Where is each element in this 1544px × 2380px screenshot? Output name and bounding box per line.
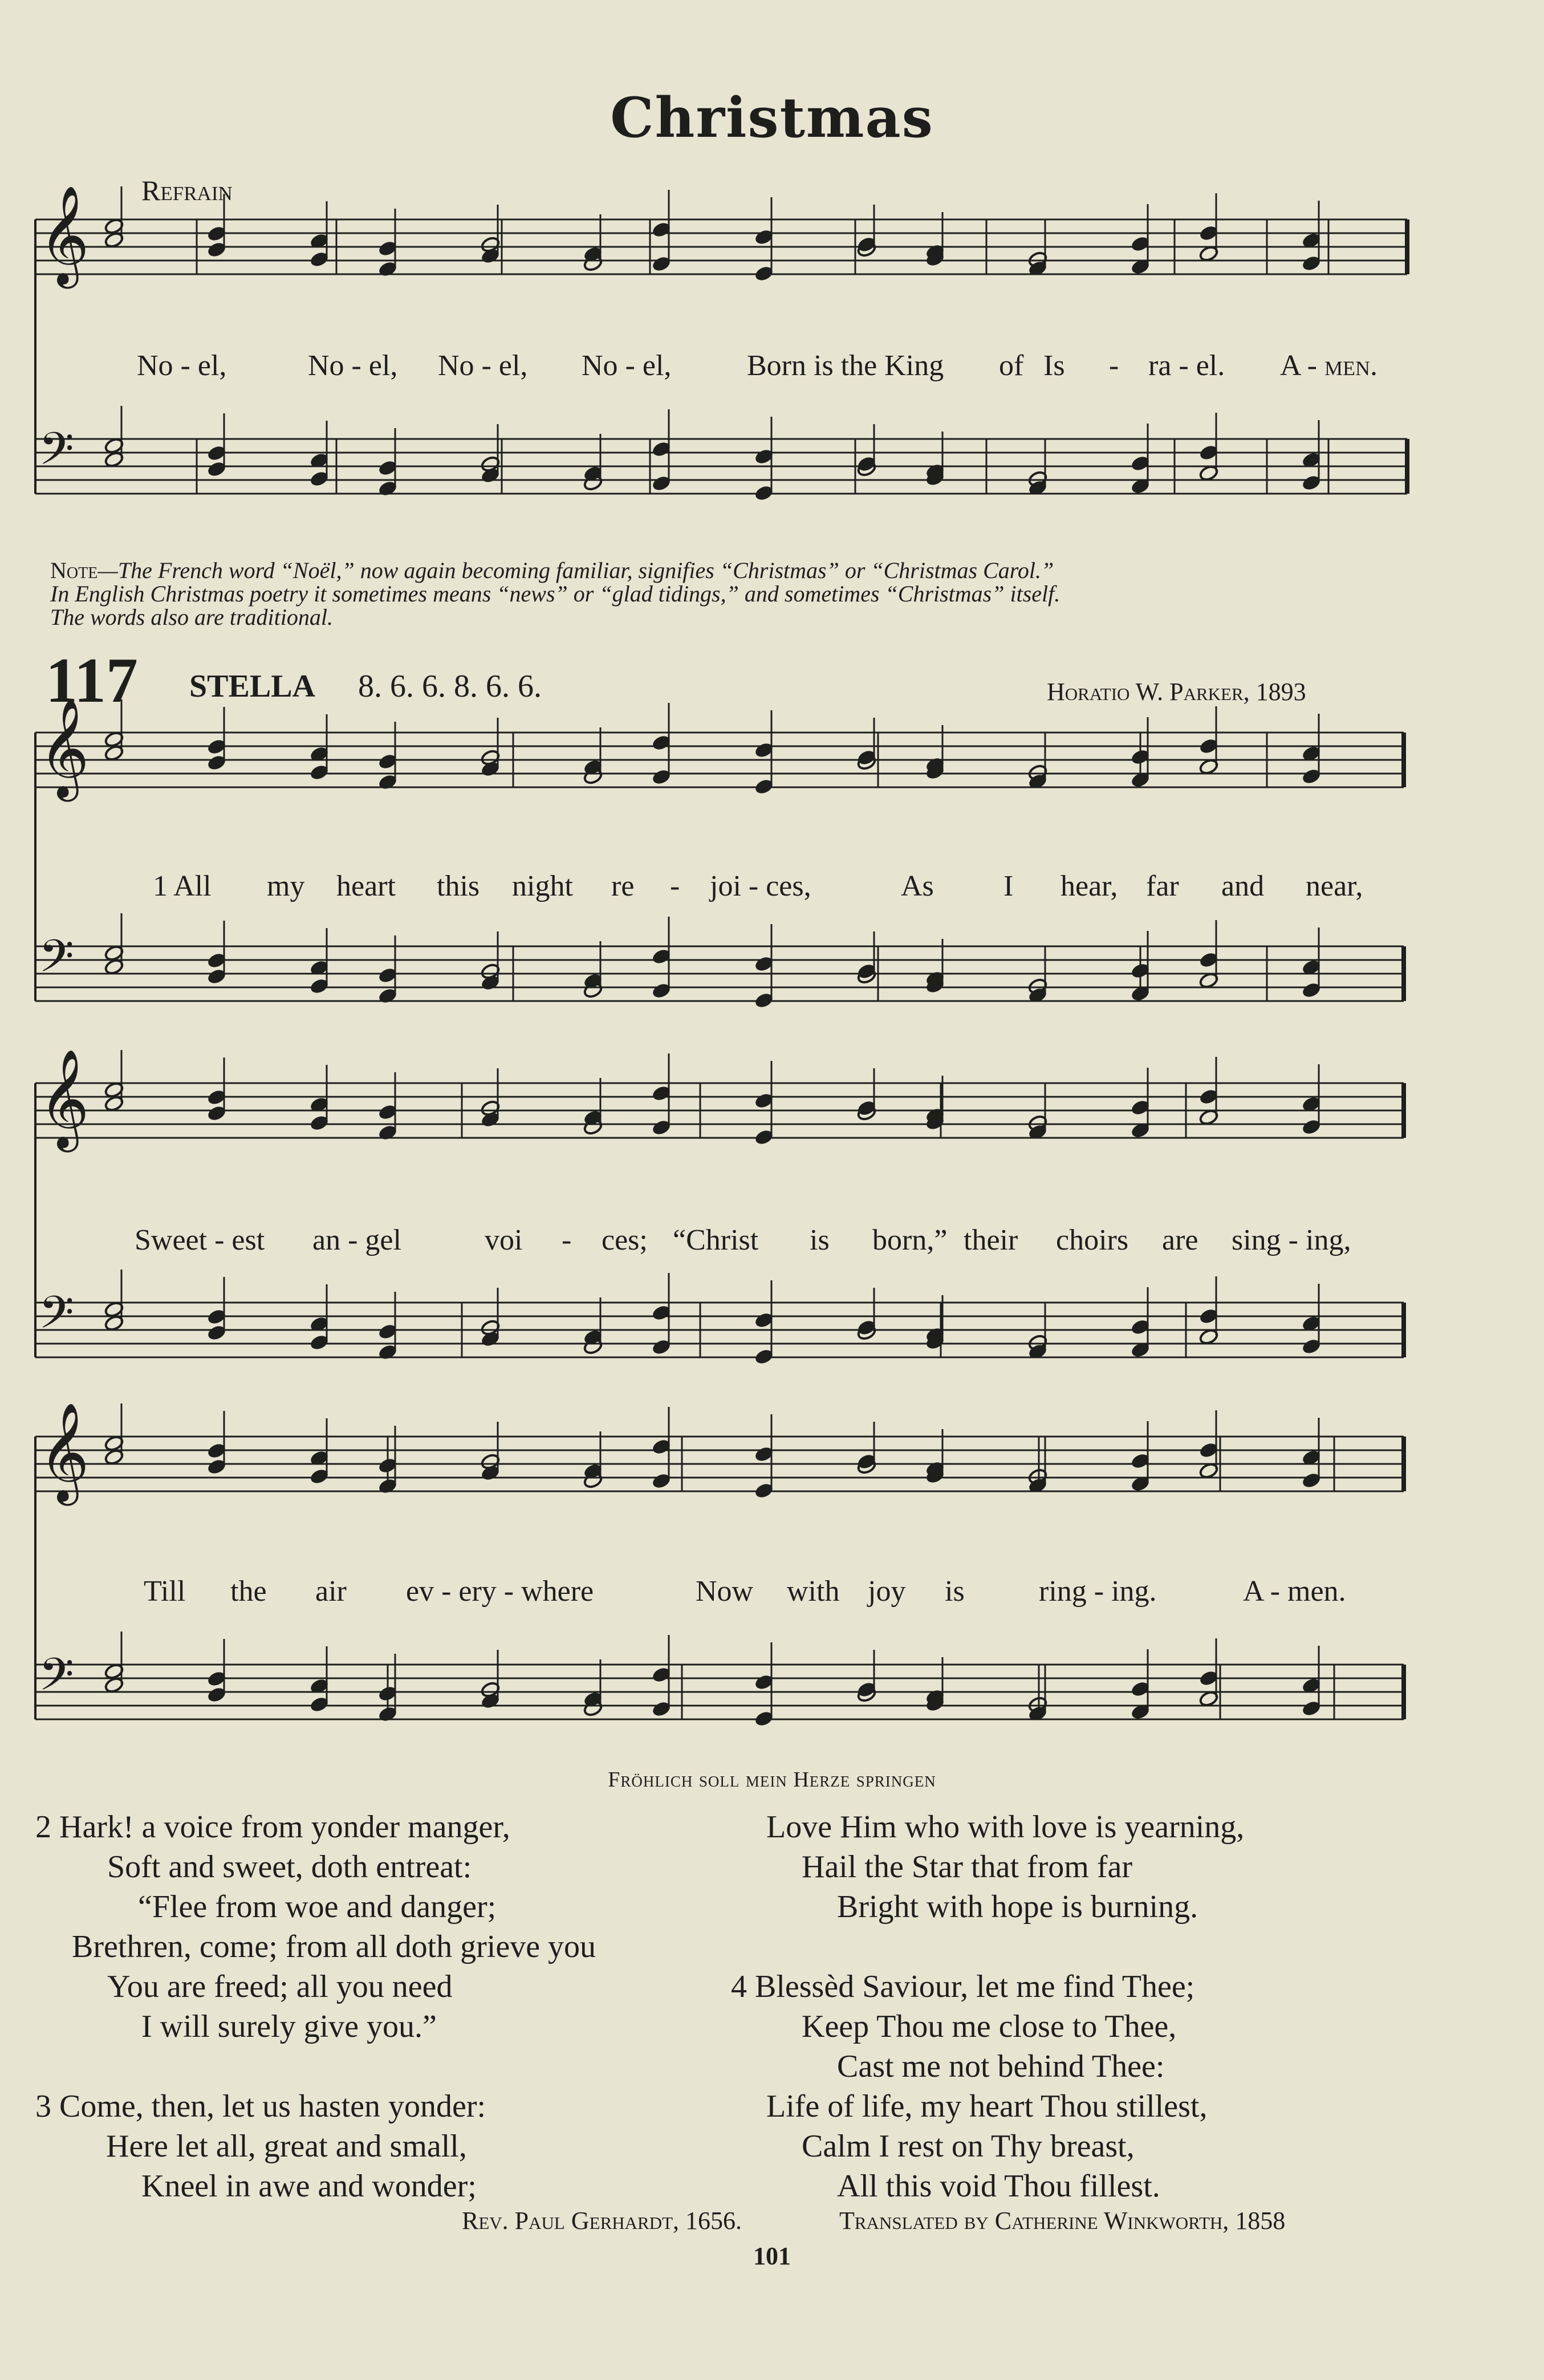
verses-left-column (35, 1807, 596, 2206)
lyric-syllable: my (267, 870, 305, 902)
lyric-syllable: and (1221, 870, 1265, 902)
verse-line: Brethren, come; from all doth grieve you (72, 1929, 596, 1964)
svg-text:𝄢: 𝄢 (39, 422, 74, 486)
lyric-syllable: ring - ing. (1039, 1575, 1157, 1608)
lyric-syllable: - (562, 1224, 572, 1256)
lyric-syllable: A - men. (1243, 1575, 1346, 1608)
verse-line: “Flee from woe and danger; (138, 1889, 497, 1925)
lyric-syllable: heart (336, 870, 396, 902)
refrain-lyric: A - men. (1280, 349, 1378, 382)
verse-line: Soft and sweet, doth entreat: (107, 1849, 472, 1885)
lyric-syllable: - (670, 870, 680, 902)
lyric-syllable: this (437, 870, 480, 902)
svg-text:𝄢: 𝄢 (39, 930, 74, 994)
footnote (50, 559, 1060, 629)
svg-text:𝄞: 𝄞 (39, 185, 90, 284)
lyric-syllable: Now (696, 1575, 754, 1608)
page-number: 101 (753, 2242, 791, 2270)
lyric-syllable: Till (144, 1575, 186, 1608)
footnote-line: —The French word “Noël,” now again becoming familiar, signifies “Christmas” or “Christmas Carol.” (97, 558, 1054, 583)
svg-text:𝄞: 𝄞 (39, 698, 90, 798)
verse-line: Cast me not behind Thee: (837, 2049, 1165, 2084)
verse-4 (731, 1967, 1244, 2206)
verse-line: Love Him who with love is yearning, (766, 1809, 1245, 1845)
svg-text:𝄢: 𝄢 (39, 1648, 74, 1712)
lyric-syllable: far (1146, 870, 1179, 902)
verse-line: Blessèd Saviour, let me find Thee; (755, 1969, 1195, 2004)
lyric-syllable: air (315, 1575, 347, 1608)
lyric-syllable: joi - ces, (710, 870, 811, 902)
verse-line: Kneel in awe and wonder; (141, 2169, 477, 2204)
verse-line: Life of life, my heart Thou stillest, (766, 2089, 1208, 2124)
lyric-syllable: are (1162, 1224, 1198, 1256)
lyric-syllable: As (901, 870, 934, 902)
lyric-syllable: an - gel (312, 1224, 401, 1256)
verse-line: Come, then, let us hasten yonder: (59, 2089, 486, 2124)
refrain-lyric: No - el, (438, 349, 528, 382)
verse-line: Hail the Star that from far (802, 1849, 1133, 1885)
page-title: Christmas (610, 86, 934, 150)
lyric-syllable: their (964, 1224, 1018, 1256)
svg-text:𝄞: 𝄞 (39, 1402, 90, 1502)
lyric-syllable: born,” (872, 1224, 948, 1256)
lyric-syllable: near, (1306, 870, 1363, 902)
lyric-syllable: joy (868, 1575, 906, 1608)
lyric-syllable: with (787, 1575, 840, 1608)
author-credit: Rev. Paul Gerhardt, 1656. (462, 2207, 742, 2235)
lyric-syllable: Sweet - est (135, 1224, 265, 1256)
lyric-syllable: I (1003, 870, 1014, 902)
lyric-syllable: 1 All (153, 870, 212, 902)
svg-text:𝄢: 𝄢 (39, 1286, 74, 1350)
footnote-line: In English Christmas poetry it sometimes means “news” or “glad tidings,” and sometimes “Christmas” itself. (50, 581, 1061, 607)
lyric-syllable: “Christ (673, 1224, 759, 1256)
refrain-lyric: - (1109, 349, 1119, 382)
verse-number: 4 (731, 1969, 747, 2004)
tune-source: Fröhlich soll mein Herze springen (608, 1768, 936, 1792)
lyric-syllable: the (230, 1575, 267, 1608)
refrain-lyric: Born is the King (747, 349, 944, 382)
verse-number: 2 (35, 1809, 51, 1845)
hymn-number: 117 (46, 645, 138, 716)
lyric-syllable: is (810, 1224, 830, 1256)
refrain-label: Refrain (141, 174, 233, 206)
lyric-syllable: re (611, 870, 635, 902)
hymn-meter: 8. 6. 6. 8. 6. 6. (358, 669, 542, 704)
svg-text:𝄞: 𝄞 (39, 1049, 90, 1148)
verse-3 (35, 2086, 596, 2206)
footnote-label: Note (50, 558, 98, 583)
lyric-syllable: ces; (602, 1224, 648, 1256)
lyric-syllable: night (512, 870, 573, 902)
lyric-syllable: choirs (1056, 1224, 1129, 1256)
refrain-lyric: ra - el. (1148, 349, 1225, 382)
verses-right-column (731, 1807, 1244, 2206)
verse-2-continued (731, 1807, 1244, 1927)
verse-line: All this void Thou fillest. (837, 2169, 1160, 2204)
verse-line: You are freed; all you need (107, 1969, 453, 2004)
lyric-syllable: sing - ing, (1232, 1224, 1351, 1256)
translator-text: Translated by Catherine Winkworth, 1858 (839, 2207, 1286, 2235)
verse-number: 3 (35, 2089, 51, 2124)
refrain-lyric: Is (1043, 349, 1065, 382)
verse-line: I will surely give you.” (141, 2009, 437, 2044)
refrain-lyric: of (999, 349, 1024, 382)
verse-line: Calm I rest on Thy breast, (802, 2129, 1135, 2164)
lyric-syllable: is (945, 1575, 965, 1608)
refrain-lyric: No - el, (137, 349, 227, 382)
refrain-lyric: No - el, (308, 349, 398, 382)
lyric-syllable: ev - ery - where (406, 1575, 594, 1608)
verse-line: Hark! a voice from yonder manger, (59, 1809, 510, 1845)
verse-line: Bright with hope is burning. (837, 1889, 1198, 1925)
refrain-lyric: No - el, (582, 349, 672, 382)
translator-credit (839, 2206, 1285, 2235)
lyric-syllable: voi (485, 1224, 523, 1256)
verse-2 (35, 1807, 596, 2047)
verse-line: Keep Thou me close to Thee, (802, 2009, 1177, 2044)
lyric-syllable: hear, (1061, 870, 1118, 902)
tune-name: STELLA (189, 669, 315, 704)
footnote-line: The words also are traditional. (50, 604, 333, 630)
verse-line: Here let all, great and small, (106, 2129, 467, 2164)
composer: Horatio W. Parker, 1893 (1047, 678, 1306, 706)
